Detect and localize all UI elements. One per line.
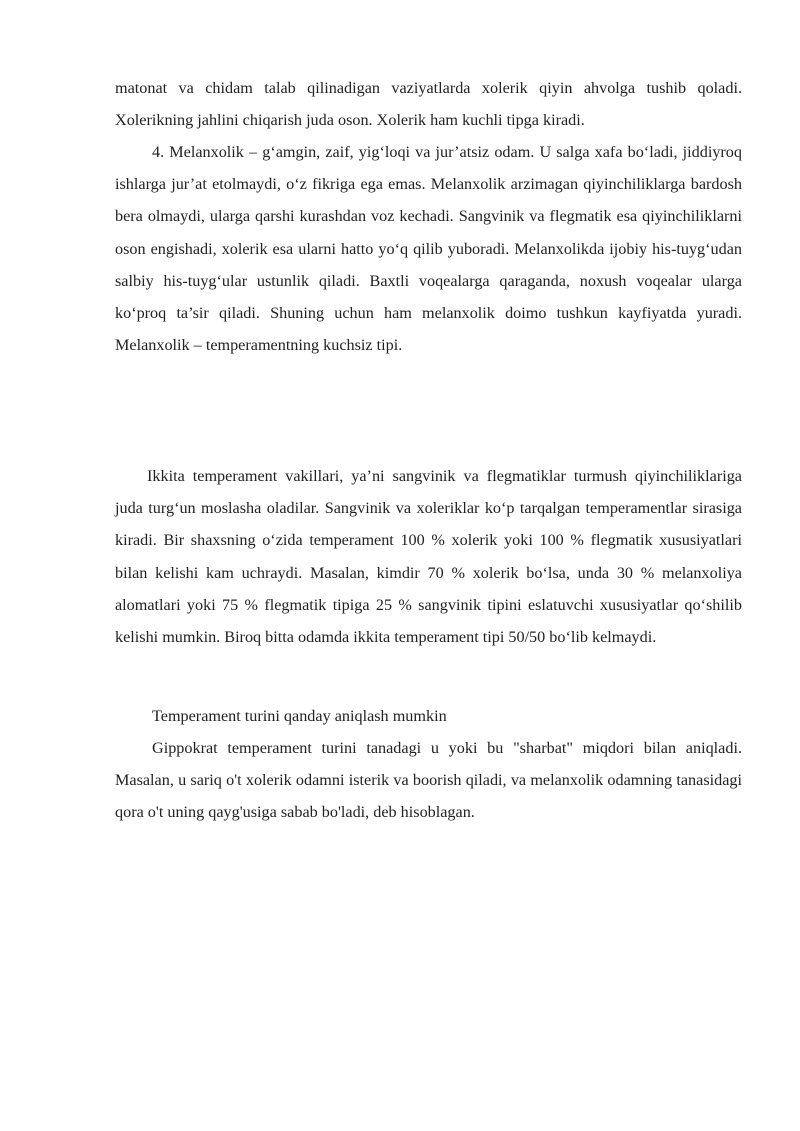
paragraph-choleric-end: matonat va chidam talab qilinadigan vaziyatlarda xolerik qiyin ahvolga tushib qoladi. Xolerikning jahlini chiqarish juda oson. Xolerik ham kuchli tipga kiradi. (115, 79, 742, 130)
paragraph-hippocrates: Gippokrat temperament turini tanadagi u yoki bu "sharbat" miqdori bilan aniqladi. Masalan, u sariq o't xolerik odamni isterik va boorish qiladi, va melanxolik odamning tanasidagi qora o't uning qayg'usiga sabab bo'ladi, deb hisoblagan. (115, 739, 742, 822)
section-heading: Temperament turini qanday aniqlash mumkin (152, 707, 447, 725)
paragraph-melancholic: 4. Melanxolik – g‘amgin, zaif, yig‘loqi va jur’atsiz odam. U salga xafa bo‘ladi, jiddiyroq ishlarga jur’at etolmaydi, o‘z fikriga ega emas. Melanxolik arzimagan qiyinchiliklarga bardosh bera olmaydi, ularga qarshi kurashdan voz kechadi. Sangvinik va flegmatik esa qiyinchiliklarni oson engishadi, xolerik esa ularni hatto yo‘q qilib yuboradi. Melanxolikda ijobiy his-tuyg‘udan salbiy his-tuyg‘ular ustunlik qiladi. Baxtli voqealarga qaraganda, noxush voqealar ularga ko‘proq ta’sir qiladi. Shuning uchun ham melanxolik doimo tushkun kayfiyatda yuradi. Melanxolik – temperamentning kuchsiz tipi. (115, 143, 742, 355)
paragraph-temperament-mix: Ikkita temperament vakillari, ya’ni sangvinik va flegmatiklar turmush qiyinchiliklariga juda turg‘un moslasha oladilar. Sangvinik va xoleriklar ko‘p tarqalgan temperamentlar sirasiga kiradi. Bir shaxsning o‘zida temperament 100 % xolerik yoki 100 % flegmatik xususiyatlari bilan kelishi kam uchraydi. Masalan, kimdir 70 % xolerik bo‘lsa, unda 30 % melanxoliya alomatlari yoki 75 % flegmatik tipiga 25 % sangvinik tipini eslatuvchi xususiyatlar qo‘shilib kelishi mumkin. Biroq bitta odamda ikkita temperament tipi 50/50 bo‘lib kelmaydi. (115, 467, 742, 647)
